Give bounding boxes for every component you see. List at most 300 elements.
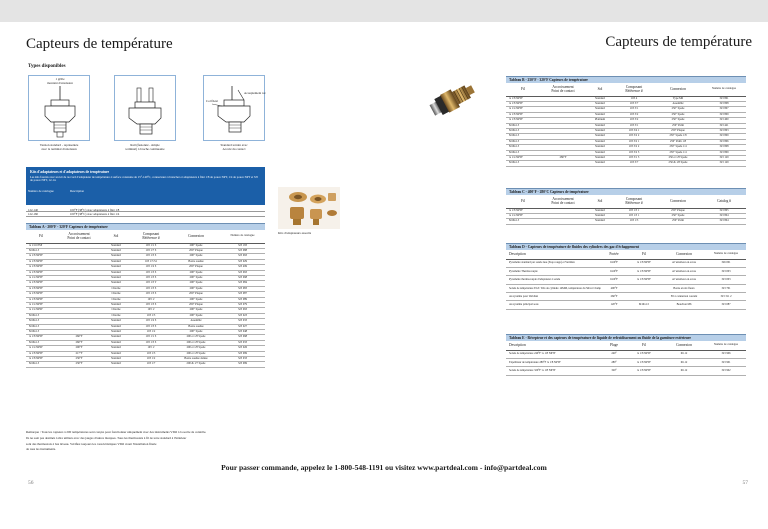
table-cell: Standard [102,259,130,264]
table-d-caption: Tableau D - Capteurs de température de fluides des cylindres des gaz d'échappement [506,243,746,250]
table-cell: 103 3/7 [614,161,654,166]
table-header-row [506,341,746,350]
table-cell: Type M6 [654,96,702,101]
table-cell: 325 089 [220,297,265,302]
table-cell: 103 1/ [130,297,172,302]
table-cell: ¼ 1/8 NPTF [26,286,56,291]
brass-fittings-icon [278,187,340,229]
table-cell: 0-60°F [602,267,626,275]
column-header: Connexion [654,83,702,96]
table-cell: 103 3/7 [614,101,654,106]
table-cell: ¼ 1/16 PSP [26,243,56,248]
table-cell: Bouchon M6 [662,301,706,309]
column-header: Sol [102,230,130,243]
table-cell: Standard [586,123,614,128]
table-cell: 325 099 [220,351,265,356]
table-cell: Pyromètre standard par sonde nue (Stop rouge) et Veridian [506,259,602,267]
column-header: Description [506,250,602,259]
column-header: Accroissement Point de contact [540,83,586,96]
table-cell: 325 098 [220,335,265,340]
table-cell: 103 1/3 1 [614,213,654,218]
diagram-standard-sender [28,75,90,141]
sender-threaded-icon [204,76,266,142]
table-header-row [506,83,746,96]
column-header: Numéro de catalogue [702,83,746,96]
column-header: Plage [602,341,626,350]
column-header: Connexion [662,250,706,259]
table-cell: 250° Palm 1/8 [654,139,702,144]
column-header: Numéro de catalogue [706,250,746,259]
diagram-1-top-label: 1 grille montant d'extension [47,77,73,85]
diagram-1-caption: Version standard - représentée avec le terminal d'extension [39,143,79,151]
table-cell: M16x1.5 [506,219,540,224]
table-cell: 250° Spade [654,213,702,218]
table-cell: 325 033 [220,319,265,324]
table-cell: 325 033 [220,340,265,345]
table-cell: 325 088 [220,248,265,253]
table-cell: 200° Plaque [172,302,220,307]
table-cell: 325 183 [220,243,265,248]
table-cell: 200 et 1/8 Spade [172,340,220,345]
footnote-line: Ils ne sont pas destinés à être utilisés avec des jauges d'autres marques. Tous les thermostats à fil de terre standard à l'intérieur [26,435,187,440]
table-cell: Standard [586,208,614,213]
kit-description: 100°F (38°C) avec adaptateurs à filet 1/4 [70,212,120,217]
table-a [26,223,265,368]
adapter-kits-col-catalog: Numéro de catalogue [28,189,54,193]
table-cell: 103 3/4 1 [614,128,654,133]
table-cell: 200 & 1/7 Spade [172,362,220,367]
table-cell: ¼ 1/8 NPTF [626,259,662,267]
table-cell: M16x1.5 [26,340,56,345]
table-cell: 260°F [602,293,626,301]
table-cell: Standard [586,96,614,101]
table-cell: ¼ 1/4 NPTF [26,302,56,307]
table-cell: 323 804 [702,219,746,224]
table-cell: 325 033 [220,357,265,362]
table-cell: Standard [586,112,614,117]
sender-standard-icon [29,76,91,142]
table-cell: 323 421 [702,123,746,128]
table-cell: 103 3/2 3 [614,150,654,155]
table-cell: ¼ 1/8 NPTF [506,208,540,213]
sensor-photo [420,78,480,124]
table-c-caption: Tableau C - 400°F - 280°C Capteurs de température [506,188,746,195]
table-cell: 323 804 [702,213,746,218]
table-cell: M16x1.5 [506,123,540,128]
table-cell [540,219,586,224]
table-cell: 323 400 [702,118,746,123]
table-cell: Pyromètre thermocouple d'adaptateur à sonde [506,276,602,284]
table-cell: ¼ 1/4 NPTF [506,213,540,218]
table-cell: 103 1/3 1 [614,208,654,213]
table-cell: 200 et 1/8 Spade [172,351,220,356]
table-cell: ¼ 1/8 NPTF [506,96,540,101]
table-cell: Chrome [102,313,130,318]
table-cell: Standard [586,101,614,106]
table-cell: Standard [586,150,614,155]
top-band [0,0,768,22]
table-cell: Standard [102,248,130,253]
column-header: Catalog # [702,195,746,208]
table-cell: Expéditeur de température 280°F ¼ 1/8 NPTF [506,358,602,366]
footer-contact: Pour passer commande, appelez le 1-800-548-1191 ou visitez www.partdeal.com - info@partdeal.com [221,463,547,472]
table-row [506,276,746,284]
table-cell: 325 048 [220,330,265,335]
table-cell: 200° Plaque [172,248,220,253]
table-cell: 60-12 [662,350,706,358]
column-header: Connexion [662,341,706,350]
table-cell: ¼ 1/4 NPTF [26,275,56,280]
table-cell: 103 1/2 [130,357,172,362]
table-cell: 250 & 1/8 Spade [654,161,702,166]
table-cell: Borne soudée [172,324,220,329]
column-header: Fil [626,341,662,350]
table-cell: 103 1/3 S [130,270,172,275]
table-cell: 103 1/2 S [130,265,172,270]
table-cell: A l'extérieur en ecrou [662,259,706,267]
table-cell: 250° Spade 1/4 [654,145,702,150]
table-cell: 103 1/3 S [130,340,172,345]
table-cell: 323 808 [702,145,746,150]
table-cell: 200° Spade [172,313,220,318]
table-row [506,293,746,301]
table-cell: M16x1.5 [506,139,540,144]
table-cell: Sonde de température 240°F ¼ 1/8 NPTF [506,350,602,358]
table-cell: 103 1/3 S [130,254,172,259]
table-cell: Sonde de température 320°F ¼ 1/8 NPTF [506,367,602,375]
table-cell: ¼ 1/8 NPTF [26,351,56,356]
table-cell: 323 906 [706,350,746,358]
table-cell: 103 3/2 [614,118,654,123]
table-cell: Standard [586,128,614,133]
table-cell: 103 1/3 S [130,292,172,297]
table-cell: Standard [102,319,130,324]
table-row [506,301,746,309]
table-cell: M16x1.5 [506,128,540,133]
table-cell: Standard [586,145,614,150]
table-cell: ¼ 1/8 NPTF [26,270,56,275]
column-header: Fil [506,83,540,96]
table-cell: 323 901 [706,358,746,366]
table-d-grid [506,250,746,310]
table-e-body [506,350,746,375]
table-cell: 323 809 [702,134,746,139]
table-cell: 325 083 [220,286,265,291]
table-cell: 103 3/2 2 [614,134,654,139]
table-cell: 323 003 [706,267,746,275]
table-cell: Borne soudée [172,259,220,264]
table-a-body [26,243,265,367]
table-cell: Chrome [102,308,130,313]
adapter-kits-rows [26,208,265,217]
table-cell: 103 1/3 [614,219,654,224]
table-a-grid [26,230,265,368]
table-cell: 120°F [602,301,626,309]
table-cell: ¼ 1/8 NPTF [26,259,56,264]
table-cell: 325 029 [220,259,265,264]
table-cell: 200° Spade [172,254,220,259]
table-cell [540,161,586,166]
table-cell: 103 3/1 [614,107,654,112]
table-cell: ¼ 1/4 NPSF [26,346,56,351]
table-cell: 323 311 2 [706,293,746,301]
table-header-row [26,230,265,243]
column-header: Connexion [172,230,220,243]
table-cell: 103 3/1 3 [614,155,654,160]
diagram-threaded-sender [203,75,265,141]
column-header: Fil [626,250,662,259]
table-cell: 326 001 [706,259,746,267]
table-cell: 200° Spade [172,281,220,286]
table-cell: 325 079 [220,302,265,307]
table-cell: Standard [102,346,130,351]
footnote-line: sont des thermostats à bas niveau. Vérifiez toujours les caractéristiques VDO avant l'installation finale [26,441,157,446]
table-cell: ¼ 1/8 NPTF [26,292,56,297]
table-cell: 200° Spade [172,308,220,313]
table-cell: M16x1.5 [506,145,540,150]
table-cell: M16x1.5 [26,319,56,324]
table-cell: ¼ 1/8 NPTF [506,118,540,123]
table-cell: 250° Spade [654,107,702,112]
table-cell: M16x1.5 [26,330,56,335]
diagram-2-caption: Rail (fusionné - simple terminal) à broche continuante [125,143,165,151]
table-cell: 325 023 [220,313,265,318]
table-cell: 103 1/3 [130,313,172,318]
table-cell: M16x1.5 [626,301,662,309]
table-cell: Fil à connexion courant [662,293,706,301]
table-cell: 323 003 [706,276,746,284]
table-cell: 200° Spade [172,243,220,248]
table-cell: Standard [102,324,130,329]
table-cell: 103 3/2 2 [614,145,654,150]
table-cell: 60-12 [662,367,706,375]
table-cell: 103 1/3 S [130,324,172,329]
table-cell [626,293,662,301]
table-cell: 103 1/3 [130,351,172,356]
table-cell: Standard [586,134,614,139]
left-page [0,22,384,529]
table-cell: Assemblé [172,319,220,324]
table-cell: ¼ 1/8 NPTF [26,335,56,340]
table-row [506,161,746,166]
table-cell: ¼ 1/8 NPTF [506,112,540,117]
table-cell: Chrome [102,286,130,291]
adapter-kits-box [26,167,265,205]
table-cell: Chrome [102,292,130,297]
table-cell: Borne soudée dentée [172,357,220,362]
adapter-kits-text: Les kits fournis avec un kit de raccord d'adaptateur de température à surface constante de 15°-140°C, connecteurs à brancher et adaptateurs à filet 1/8 de pouce NPT, 1/4 de pouce NPT et 3/8 de pouce NPT, 12-14. [30,174,258,183]
table-cell: 323 803 [702,128,746,133]
table-cell: 260°F [56,340,102,345]
table-cell: 323 807 [702,107,746,112]
table-cell: Standard [102,243,130,248]
kit-description: 100°F (38°C) avec adaptateurs à filet 1/8 [70,208,120,212]
table-e [506,334,746,376]
table-cell: Standard [586,219,614,224]
table-e-grid [506,341,746,376]
table-cell: ¼ 1/8 NPTF [626,276,662,284]
table-cell: Standard [102,270,130,275]
table-cell: 103 1/3 S [130,275,172,280]
table-d-body [506,259,746,309]
page-number-right: 57 [742,480,748,486]
adapter-kits-title: Kits d'adaptateurs et d'adaptateurs de température [30,170,110,174]
table-cell: 323 806 [702,139,746,144]
table-e-caption: Tableau E - Récepteur et des capteurs de température de liquide de refroidissement ou fluide de la garniture extérieure [506,334,746,341]
table-cell: ¼ 1/8 NPTF [626,350,662,358]
table-cell: A l'extérieur en ecrou [662,276,706,284]
table-cell: Standard [102,362,130,367]
column-header: Portée [602,250,626,259]
table-cell: M16x1.5 [26,248,56,253]
table-cell: 103 3/2 [614,112,654,117]
table-cell: 323 087 [706,301,746,309]
table-cell: 103 1/7 [130,362,172,367]
table-a-caption: Tableau A - 200°F - 320°F Capteurs de température [26,223,265,230]
table-cell: Standard [102,254,130,259]
table-cell: Au système principal sous [506,301,602,309]
table-cell: 0-60°F [602,259,626,267]
table-cell: 103 1/3 S [130,302,172,307]
table-cell: Standard [586,155,614,160]
table-cell: 323 809 [702,112,746,117]
table-cell: 325 093 [220,254,265,259]
table-cell: 323 129 [702,161,746,166]
footnote-line: Remarque : Tous les capteurs à 200 températures sont conçus pour fonctionner uniquement avec des instruments VDO à la sortie de contrôle. [26,430,207,434]
table-cell: 103 1/3 S1 [130,259,172,264]
table-cell: ¼ 1/4 NPTF [506,155,540,160]
table-cell: 290°F [56,346,102,351]
table-row [506,350,746,358]
footnote-line: de tous les instruments. [26,447,56,452]
page-title-left: Capteurs de température [26,36,173,52]
page-number-left: 56 [28,480,34,486]
table-cell: 103 1/7 S [130,248,172,253]
table-b-caption: Tableau B - 250°F - 320°F Capteurs de température [506,76,746,83]
table-cell: 103 1/2 [130,330,172,335]
temperature-sender-icon [420,78,480,124]
table-cell: M16x1.5 [26,362,56,367]
table-cell: Standard [102,357,130,362]
table-cell: Standard [102,330,130,335]
table-cell: 200° Plaque [172,265,220,270]
table-c [506,188,746,225]
diagram-3-caption: Standard terrain avec Accolé du contact [220,143,248,151]
table-cell: ¼ 1/8 NPTF [26,297,56,302]
table-cell: 320° [602,367,626,375]
table-cell: Assemblé [654,101,702,106]
table-row [506,284,746,292]
table-cell: 250° Spade [654,118,702,123]
adapter-kit-photo [278,187,340,229]
table-cell: 240° [602,350,626,358]
table-cell: 103 3/1 [614,123,654,128]
table-cell: 325 499 [220,265,265,270]
list-item [26,212,265,216]
table-cell: A l'extérieur en ecrou [662,267,706,275]
diagram-3-side-label: Acouplement rot [244,91,266,95]
table-cell: 200° Spade [172,270,220,275]
column-header: Accroissement Point de contact [56,230,102,243]
sender-rail-icon [115,76,177,142]
table-cell: ¼ 1/8 NPTF [26,254,56,259]
table-cell: M16x1.5 [26,313,56,318]
table-cell: 250 et 1/8 Spade [654,155,702,160]
table-cell [626,284,662,292]
table-row [506,219,746,224]
table-cell: Standard [102,281,130,286]
table-cell: 325 098 [220,275,265,280]
table-cell: 0-60°F [602,276,626,284]
column-header: Composant Référence # [614,195,654,208]
table-cell: 200° Plaque [172,292,220,297]
table-cell: 325 093 [220,308,265,313]
table-cell: 230°F [56,357,102,362]
table-cell: M16x1.5 [506,134,540,139]
table-cell: 250° Plaque [654,208,702,213]
table-cell: 325 099 [220,362,265,367]
table-cell: ¼ 1/8 NPTF [626,367,662,375]
table-c-grid [506,195,746,225]
table-cell: 260°F [56,335,102,340]
table-cell: Standard [102,351,130,356]
table-cell: Standard [102,302,130,307]
table-cell: Standard [586,161,614,166]
table-cell: 200° Spade [172,330,220,335]
table-cell: 230°F [56,362,102,367]
table-cell: 250° Plaque [654,128,702,133]
table-cell: 250° Palm [654,219,702,224]
table-cell: 103 1/1 S [130,335,172,340]
page-title-right: Capteurs de température [605,34,752,50]
table-cell: Standard [586,107,614,112]
table-cell: 250° Spade 1/4 [654,150,702,155]
types-label: Types disponibles [28,64,66,69]
table-b-body [506,96,746,166]
table-cell: 325 084 [220,281,265,286]
table-cell: 200° Spade [172,297,220,302]
table-b [506,76,746,167]
table-cell: Platinum [586,118,614,123]
table-cell: 323 902 [706,367,746,375]
table-cell: 103 1/1 S [130,243,172,248]
table-c-body [506,208,746,224]
table-cell: ¼ 1/4 NPSF [26,308,56,313]
table-cell: 323 801 [702,96,746,101]
column-header: Composant Référence # [614,83,654,96]
kit-number: 122-160 [28,212,38,217]
footnote [26,430,326,453]
table-cell: 103 3/2 1 [614,139,654,144]
table-cell: 200 et 1/8 Spade [172,346,220,351]
table-cell: 103 1/ [130,346,172,351]
table-cell: Sonde de température EGT. Têts de cylindre 14MM, température du Silver Clamp [506,284,602,292]
table-cell: Au système pour Veridian [506,293,602,301]
table-cell: 200° Spade [172,286,220,291]
table-cell: 217°F [56,351,102,356]
table-cell: M16x1.5 [506,161,540,166]
table-cell: 323 129 [702,155,746,160]
table-cell: ¼ 1/8 NPTF [626,358,662,366]
column-header: Composant Référence # [130,230,172,243]
table-cell: 103 1/3 T [130,281,172,286]
table-row [506,267,746,275]
table-cell: ¼ 1/8 NPTF [626,267,662,275]
table-cell: M16x1.5 [506,150,540,155]
column-header: Sol [586,195,614,208]
table-cell: Standard [102,335,130,340]
table-cell: Standard [586,213,614,218]
